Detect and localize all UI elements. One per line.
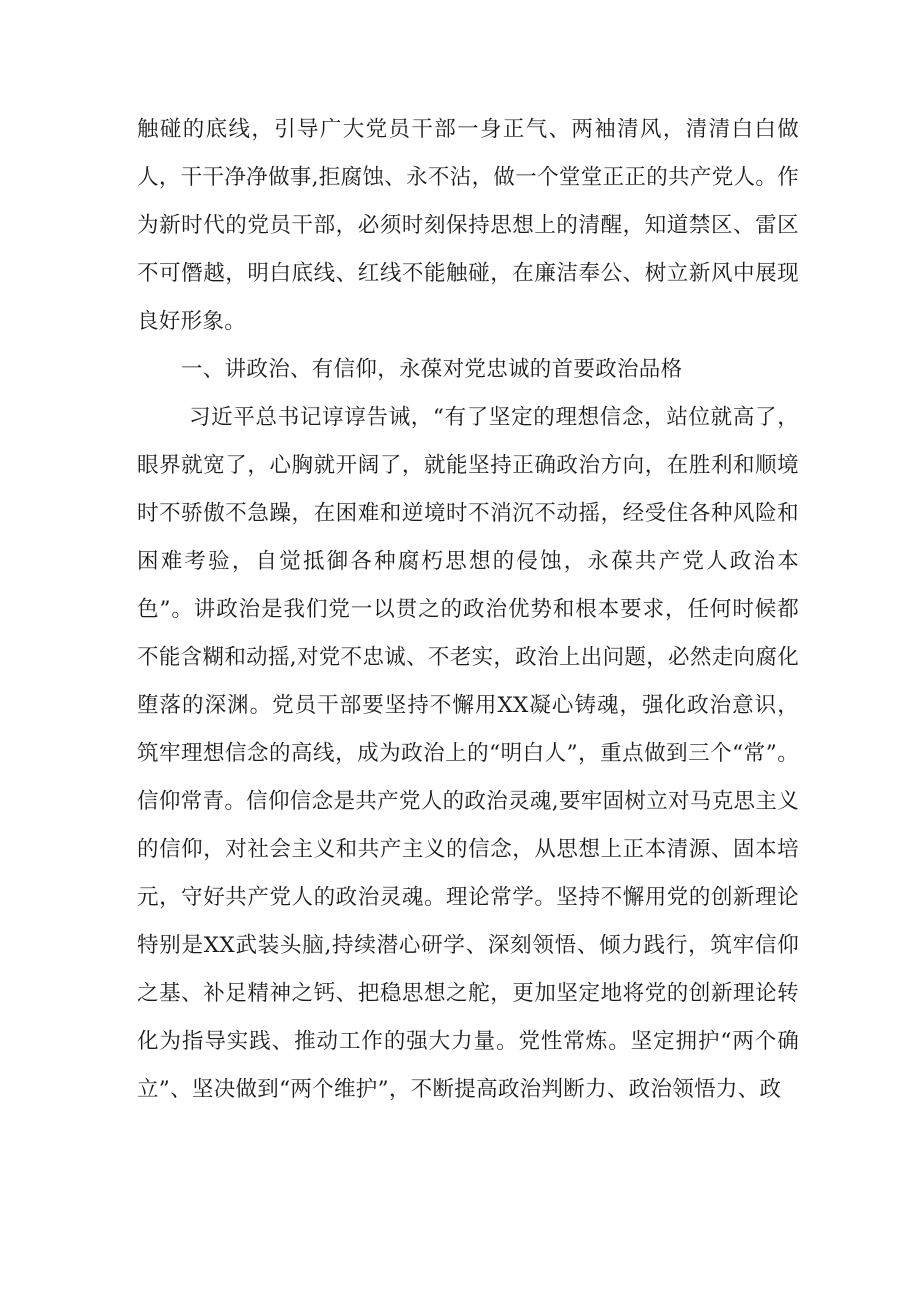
section-heading: 一、讲政治、有信仰，永葆对党忠诚的首要政治品格 [181,357,683,382]
paragraph-body: 习近平总书记谆谆告诫，“有了坚定的理想信念，站位就高了，眼界就宽了，心胸就开阔了，就能坚持正确政治方向，在胜利和顺境时不骄傲不急躁，在困难和逆境时不消沉不动摇，经受住各种风险和困难考验，自觉抵御各种腐朽思想的侵蚀，永葆共产党人政治本色”。讲政治是我们党一以贯之的政治优势和根本要求，任何时候都不能含糊和动摇,对党不忠诚、不老实，政治上出问题，必然走向腐化堕落的深渊。党员干部要坚持不懈用XX凝心铸魂，强化政治意识，筑牢理想信念的高线，成为政治上的“明白人”，重点做到三个“常”。信仰常青。信仰信念是共产党人的政治灵魂,要牢固树立对马克思主义的信仰，对社会主义和共产主义的信念，从思想上正本清源、固本培元，守好共产党人的政治灵魂。理论常学。坚持不懈用党的创新理论特别是XX武装头脑,持续潜心研学、深刻领悟、倾力践行，筑牢信仰之基、补足精神之钙、把稳思想之舵，更加坚定地将党的创新理论转化为指导实践、推动工作的强大力量。党性常炼。坚定拥护“两个确立”、坚决做到“两个维护”，不断提高政治判断力、政治领悟力、政 [137,405,799,1102]
paragraph-continuation: 触碰的底线，引导广大党员干部一身正气、两袖清风，清清白白做人，干干净净做事,拒腐蚀、永不沾，做一个堂堂正正的共产党人。作为新时代的党员干部，必须时刻保持思想上的清醒，知道禁区、雷区不可僭越，明白底线、红线不能触碰，在廉洁奉公、树立新风中展现良好形象。 [137,117,799,334]
document-body [137,106,799,1114]
